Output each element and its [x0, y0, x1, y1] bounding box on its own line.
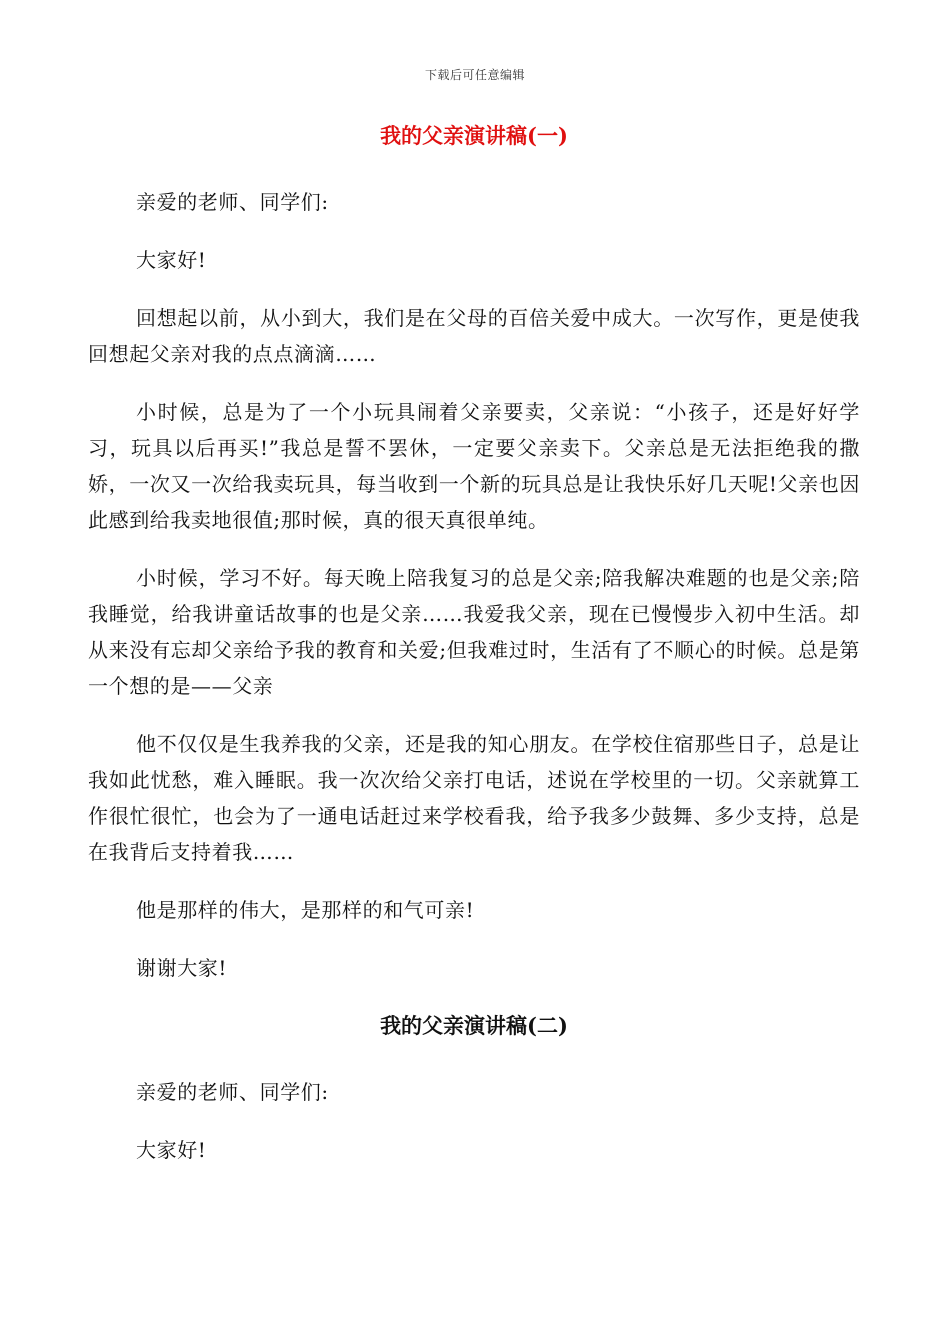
speech1-paragraph: 他不仅仅是生我养我的父亲，还是我的知心朋友。在学校住宿那些日子，总是让我如此忧愁，难入睡眠。我一次次给父亲打电话，述说在学校里的一切。父亲就算工作很忙很忙，也会为了一通电话赶过来学校看我，给予我多少鼓舞、多少支持，总是在我背后支持着我……: [88, 732, 860, 864]
speech1-paragraph: 小时候，学习不好。每天晚上陪我复习的总是父亲;陪我解决难题的也是父亲;陪我睡觉，给我讲童话故事的也是父亲……我爱我父亲，现在已慢慢步入初中生活。却从来没有忘却父亲给予我的教育和关爱;但我难过时，生活有了不顺心的时候。总是第一个想的是——父亲: [88, 566, 860, 698]
speech1-paragraph: 回想起以前，从小到大，我们是在父母的百倍关爱中成大。一次写作，更是使我回想起父亲对我的点点滴滴……: [88, 306, 860, 366]
speech1-title: 我的父亲演讲稿(一): [380, 123, 568, 148]
speech2-greeting: 亲爱的老师、同学们:: [136, 1080, 329, 1104]
speech1-closing: 谢谢大家!: [136, 956, 228, 980]
document-body: [88, 118, 860, 1190]
speech1-paragraph: 他是那样的伟大，是那样的和气可亲!: [136, 898, 475, 922]
speech1-greeting: 亲爱的老师、同学们:: [136, 190, 329, 214]
speech1-hello: 大家好!: [136, 248, 207, 272]
header-note: 下载后可任意编辑: [424, 68, 525, 82]
speech2-title: 我的父亲演讲稿(二): [380, 1013, 568, 1038]
speech1-paragraph: 小时候，总是为了一个小玩具闹着父亲要卖，父亲说：“小孩子，还是好好学习，玩具以后再买!”我总是誓不罢休，一定要父亲卖下。父亲总是无法拒绝我的撒娇，一次又一次给我卖玩具，每当收到一个新的玩具总是让我快乐好几天呢!父亲也因此感到给我卖地很值;那时候，真的很天真很单纯。: [88, 400, 860, 532]
speech2-hello: 大家好!: [136, 1138, 207, 1162]
